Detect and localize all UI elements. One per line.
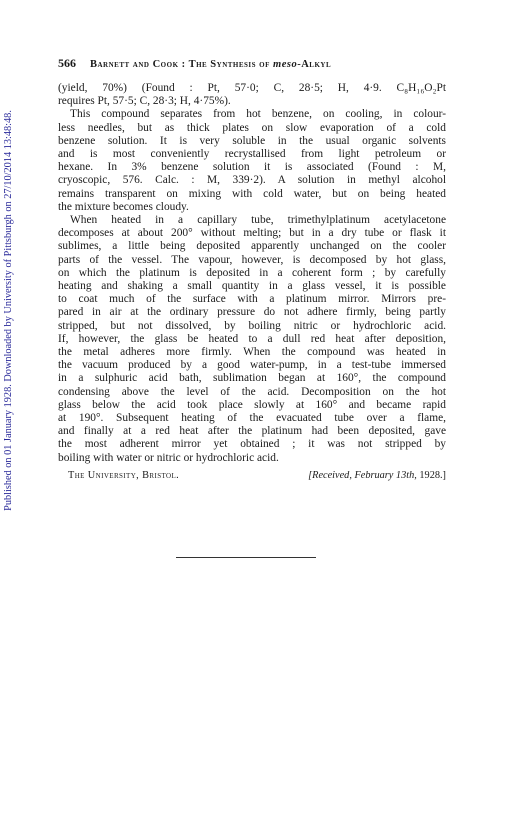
running-title-tail: -Alkyl — [297, 59, 332, 70]
text-line: the most adherent mirror yet obtained ; it was not stripped by — [58, 438, 446, 451]
end-of-article-rule — [176, 557, 316, 558]
article-footer — [58, 470, 446, 481]
download-watermark — [0, 100, 17, 520]
text-line: glass below the acid took place slowly at 160° and became rapid — [58, 398, 446, 411]
text-line: in a sulphuric acid bath, sublimation began at 160°, the compound — [58, 372, 446, 385]
text-line: remains transparent on mixing with cold water, but on being heated — [58, 187, 446, 200]
text-line: and is most conveniently recrystallised from light petroleum or — [58, 148, 446, 161]
running-head — [58, 56, 446, 74]
text-line: less needles, but as thick plates on slow evaporation of a cold — [58, 121, 446, 134]
page-number: 566 — [58, 56, 76, 70]
text-line: pared in air at the ordinary pressure do not adhere firmly, being partly — [58, 306, 446, 319]
text-line: condensing above the level of the acid. Decomposition on the hot — [58, 385, 446, 398]
text-line: This compound separates from hot benzene, on cooling, in colour- — [70, 108, 446, 121]
running-title-main: Barnett and Cook : The Synthesis of — [90, 59, 274, 70]
received-date — [308, 470, 446, 481]
journal-page — [58, 56, 446, 481]
affiliation: The University, Bristol. — [68, 469, 180, 481]
text-line: hexane. In 3% benzene solution it is associated (Found : M, — [58, 161, 446, 174]
text-line: When heated in a capillary tube, trimethylplatinum acetylacetone — [70, 214, 446, 227]
received-date-text: [Received, February 13th, — [308, 469, 420, 481]
text-line: heating and shaking a small quantity in a glass vessel, it is possible — [58, 280, 446, 293]
text-line: (yield, 70%) (Found : Pt, 57·0; C, 28·5; H, 4·9. C₈H₁₆O₂Pt — [58, 82, 446, 94]
text-line: to coat much of the surface with a platinum mirror. Mirrors pre- — [58, 293, 446, 306]
text-line: the mixture becomes cloudy. — [58, 200, 189, 213]
running-title — [90, 59, 331, 70]
text-line: benzene solution. It is very soluble in the usual organic solvents — [58, 134, 446, 147]
text-line: on which the platinum is deposited in a coherent form ; by carefully — [58, 266, 446, 279]
text-line: boiling with water or nitric or hydrochloric acid. — [58, 451, 279, 464]
text-line: parts of the vessel. The vapour, however, is decomposed by hot glass, — [58, 253, 446, 266]
received-year: 1928.] — [419, 469, 446, 481]
text-line: decomposes at about 200° without melting; but in a dry tube or flask it — [58, 227, 446, 240]
text-line: sublimes, a little being deposited apparently unchanged on the cooler — [58, 240, 446, 253]
text-line: requires Pt, 57·5; C, 28·3; H, 4·75%). — [58, 95, 231, 108]
text-line: and finally at a red heat after the platinum had been deposited, gave — [58, 425, 446, 438]
paragraph-decomposition — [58, 214, 446, 465]
text-line: the metal adheres more firmly. When the compound was heated in — [58, 346, 446, 359]
running-title-italic: meso — [273, 59, 298, 70]
download-watermark-text: Published on 01 January 1928. Downloaded by University of Pittsburgh on 27/10/2014 13:48:48. — [2, 109, 14, 511]
text-line: cryoscopic, 576. Calc. : M, 339·2). A solution in methyl alcohol — [58, 174, 446, 187]
text-line: the vacuum produced by a good water-pump, in a test-tube immersed — [58, 359, 446, 372]
text-line: stripped, but not dissolved, by boiling nitric or hydrochloric acid. — [58, 319, 446, 332]
text-line: at 190°. Subsequent heating of the evacuated tube over a flame, — [58, 412, 446, 425]
paragraph-analysis — [58, 82, 446, 108]
text-line: If, however, the glass be heated to a dull red heat after deposition, — [58, 332, 446, 345]
paragraph-properties — [58, 108, 446, 214]
article-body — [58, 82, 446, 465]
